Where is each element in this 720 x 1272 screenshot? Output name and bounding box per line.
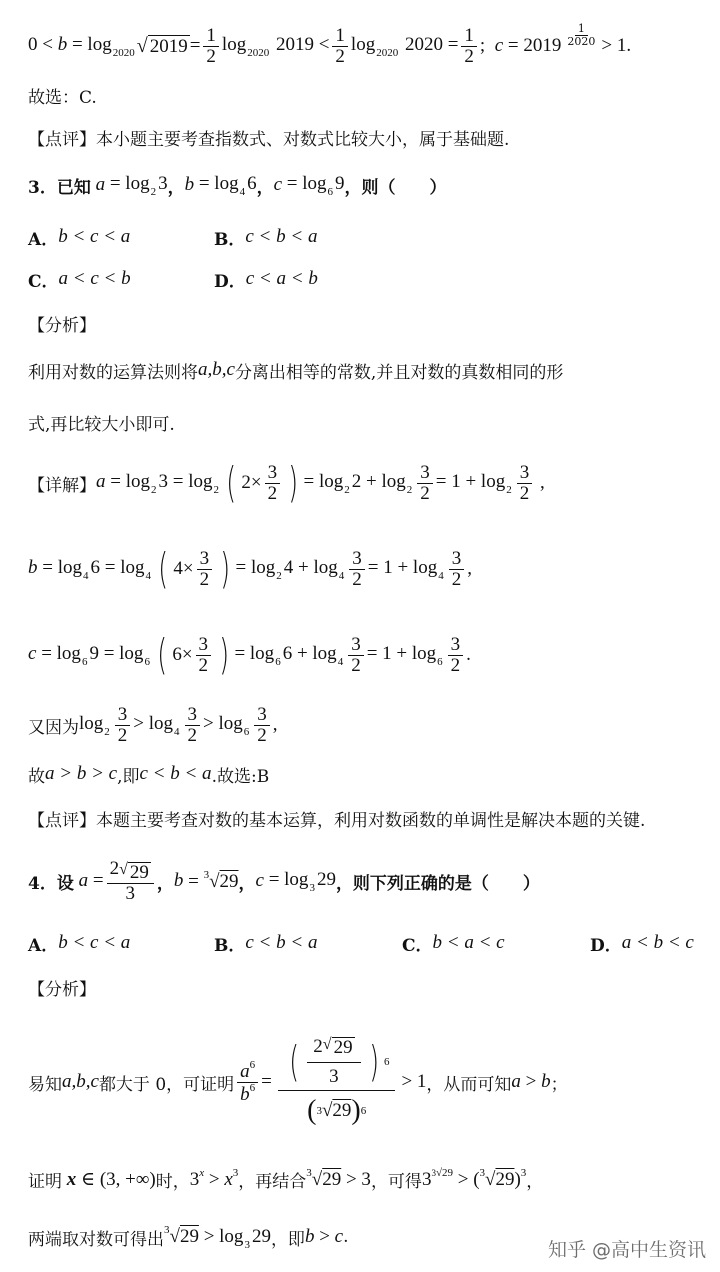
q3-detail-a: 【详解】 $a = \log_2 3 = \log_2$ ( 2× $\frac{3}{2}$ ) = $\log_2 2 + \log_2$ $\frac{3}{2}$ = $1 + \log_2$ $\frac{3}{2}$ , — [28, 458, 545, 507]
comment-tag: 【点评】 — [28, 129, 96, 150]
q4-analysis-line3: 两端取对数可得出 $^3√29 > \log_3 29$ ，即 b > c . — [28, 1223, 349, 1251]
q3-detail-c: $c = \log_6 9 = \log_6$ ( 6× $\frac{3}{2}$ ) = $\log_6 6 + \log_4$ $\frac{3}{2}$ = $1 + \log_6$ $\frac{3}{2}$ . — [28, 630, 471, 679]
q3-options-row2: C． a < c < b D． c < a < b — [28, 268, 318, 292]
watermark: 知乎 @高中生资讯 — [547, 1239, 706, 1261]
q3-analysis-line1: 利用对数的运算法则将 a,b,c 分离出相等的常数,并且对数的真数相同的形 — [28, 359, 564, 383]
q3-stem: 3． 已知 a = $\log_2 3$ ， b = $\log_4 6$ ， c = $\log_6 9$ ，则（ ） — [28, 172, 447, 198]
q4-stem: 4． 设 a = 2 √ 29 3 ， b = $^3$√29 ， c = $\log_3 29$ ，则下列正确的是（ ） — [28, 857, 540, 904]
q3-detail-b: $b = \log_4 6 = \log_4$ ( 4× $\frac{3}{2}$ ) = $\log_2 4 + \log_4$ $\frac{3}{2}$ = $1 + \log_4$ $\frac{3}{2}$ , — [28, 544, 472, 593]
q4-analysis-tag: 【分析】 — [28, 979, 96, 1000]
q3-options-row1: A． b < c < a B． c < b < a — [28, 226, 318, 250]
prev-answer: 故选：C. — [28, 87, 97, 108]
q3-analysis-line2: 式,再比较大小即可. — [28, 414, 175, 435]
prev-solution-math: $0 < b = \log_{2020}$ √ 2019 = $\frac{1}{2}$ $\log_{2020} 2019$ < $\frac{1}{2}$ $\log_{2020} 2020$ = $\frac{1}{2}$ ; c = 2019 $\frac{1}{2020}$ > 1. — [28, 21, 632, 67]
q3-comment: 【点评】 本题主要考查对数的基本运算，利用对数函数的单调性是解决本题的关键. — [28, 810, 646, 831]
prev-comment: 【点评】 本小题主要考查指数式、对数式比较大小，属于基础题. — [28, 124, 712, 150]
q3-so: 故 a > b > c ,即 c < b < a .故选:B — [28, 763, 270, 787]
q3-analysis-tag: 【分析】 — [28, 315, 96, 336]
q4-analysis-line1: 易知 a,b,c 都大于 0，可证明 $\frac{a^6}{b^6}$ = ( 2 √ 29 3 ) 6 ( 3 √ 29 ) 6 > 1 ，从而可知 a > b ； — [28, 1035, 568, 1127]
q4-analysis-line2: 证明 x ∈ (3, +∞) 时， $3^x > x^3$ ，再结合 $^3$√29 > 3 ，可得 $3^{3√29} > (^3√29)^3$ ， — [28, 1167, 544, 1192]
q3-because: 又因为 $\log_2$ $\frac{3}{2}$ > $\log_4$ $\frac{3}{2}$ > $\log_6$ $\frac{3}{2}$ , — [28, 703, 278, 746]
q4-options: A． b < c < a B． c < b < a C． b < a < c D． a < b < c — [28, 932, 694, 956]
